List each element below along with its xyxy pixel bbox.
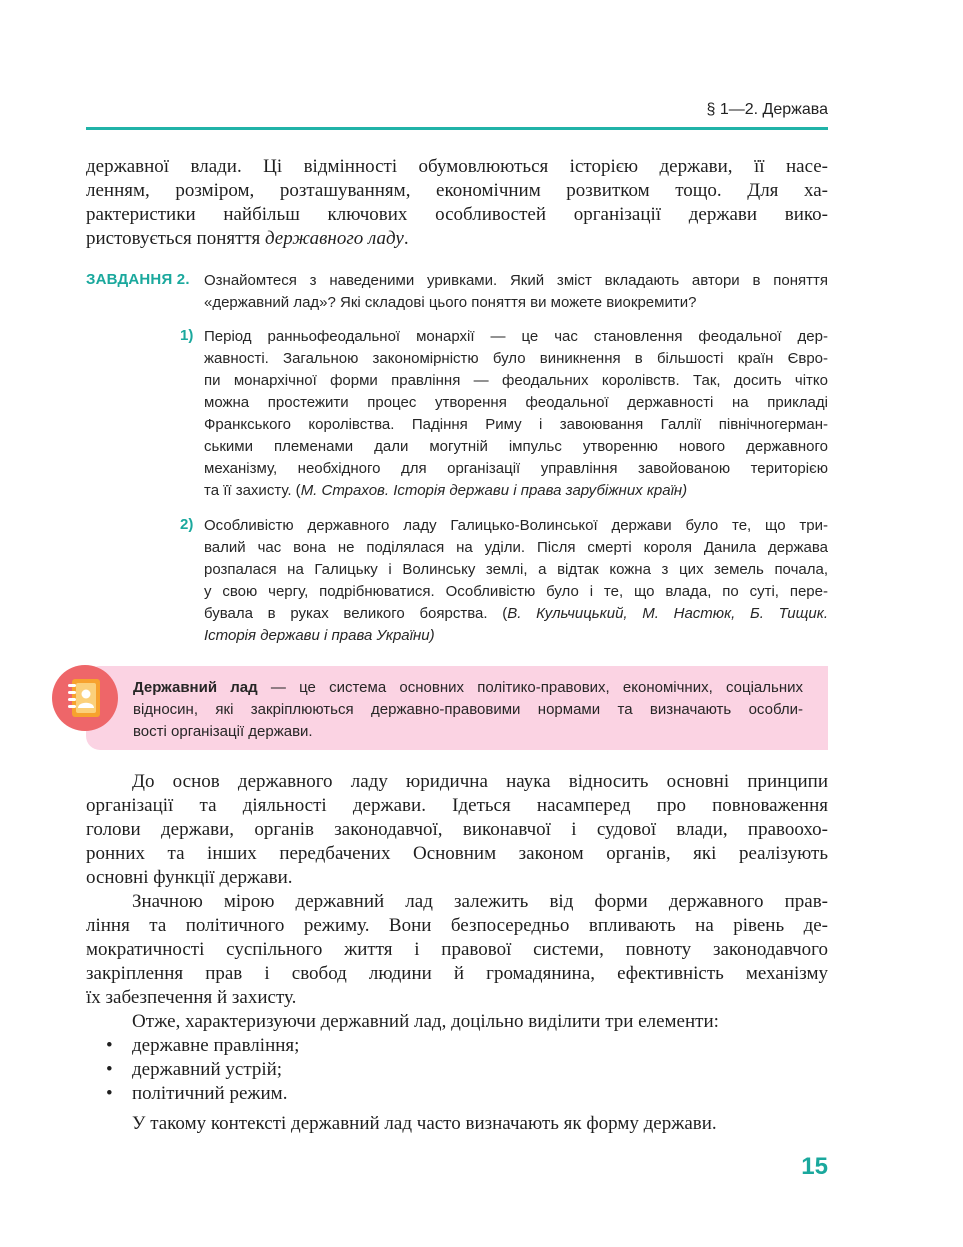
bullet-marker: • xyxy=(106,1059,113,1080)
quote-line: у свою чергу, подрібнюватися. Особливістю було і те, що влада, по суті, пере- xyxy=(204,583,828,600)
bullet-marker: • xyxy=(106,1083,113,1104)
task-line: «державний лад»? Які складові цього поняття ви можете виокремити? xyxy=(204,294,697,311)
definition-rest: — це система основних політико-правових, економічних, соціальних xyxy=(257,679,803,696)
body-paragraph-2 xyxy=(86,890,828,1010)
body-line: Отже, характеризуючи державний лад, доцільно виділити три елементи: xyxy=(132,1011,719,1032)
bullet-list xyxy=(86,1034,828,1106)
task-line: Ознайомтеся з наведеними уривками. Який зміст вкладають автори в поняття xyxy=(204,272,828,289)
intro-line xyxy=(86,227,828,251)
definition-line: вості організації держави. xyxy=(133,723,313,740)
body-paragraph-3 xyxy=(86,1010,828,1034)
quote-source: Історія держави і права України) xyxy=(204,627,435,644)
quote-line xyxy=(204,480,828,502)
intro-end: . xyxy=(403,228,409,249)
running-head: § 1—2. Держава xyxy=(706,101,828,118)
intro-line: ленням, розміром, розташуванням, економічним розвитком тощо. Для ха- xyxy=(86,180,828,201)
body-line: мократичності суспільного життя і правової системи, повноту законодавчого xyxy=(86,939,828,960)
body-line: Значною мірою державний лад залежить від форми державного прав- xyxy=(132,891,828,912)
quote-line: ськими племенами дали могутній імпульс утворенню нового державного xyxy=(204,438,828,455)
list-item xyxy=(86,1082,828,1106)
header-rule xyxy=(86,127,828,130)
body-line: До основ державного ладу юридична наука відносить основні принципи xyxy=(132,771,828,792)
quote-line: розпалася на Галицьку і Волинську землі, а відтак кожна з цих земель почала, xyxy=(204,561,828,578)
body-line: У такому контексті державний лад часто визначають як форму держави. xyxy=(132,1113,717,1134)
quote-line: Франкського королівства. Падіння Риму і завоювання Галлії північногерман- xyxy=(204,416,828,433)
body-line: їх забезпечення й захисту. xyxy=(86,987,297,1008)
quote-line: Період ранньофеодальної монархії — це час становлення феодальної дер- xyxy=(204,328,828,345)
definition-line xyxy=(133,677,803,699)
list-item-text: державний устрій; xyxy=(132,1059,283,1080)
body-paragraph-1 xyxy=(86,770,828,890)
quote-source: М. Страхов. Історія держави і права зарубіжних країн) xyxy=(300,482,688,499)
body-line: голови держави, органів законодавчої, виконавчої і судової влади, правоохо- xyxy=(86,819,828,840)
intro-paragraph xyxy=(86,155,828,251)
list-item xyxy=(86,1058,828,1082)
quote-source: В. Кульчицький, М. Настюк, Б. Тищик. xyxy=(507,605,828,622)
page-number: 15 xyxy=(801,1153,828,1180)
definition-line: відносин, які закріплюються державно-правовими нормами та визначають особли- xyxy=(133,701,803,718)
quote-line: жавності. Загальною закономірністю було виникнення в більшості країн Євро- xyxy=(204,350,828,367)
quote-text: та її захисту. ( xyxy=(204,482,301,499)
closing-paragraph xyxy=(86,1112,828,1136)
quote-1 xyxy=(204,326,828,502)
body-line: ління та політичного режиму. Вони безпосередньо впливають на рівень де- xyxy=(86,915,828,936)
list-item xyxy=(86,1034,828,1058)
task-label: ЗАВДАННЯ 2. xyxy=(86,271,190,288)
quote-line: пи монархічної форми правління — феодальних королівств. Так, досить чітко xyxy=(204,372,828,389)
body-line: організації та діяльності держави. Ідеться насамперед про повноваження xyxy=(86,795,828,816)
quote-text: бувала в руках великого боярства. ( xyxy=(204,605,508,622)
list-item-text: державне правління; xyxy=(132,1035,300,1056)
definition-text xyxy=(133,677,803,743)
quote-line: Особливістю державного ладу Галицько-Волинської держави було те, що три- xyxy=(204,517,828,534)
quote-line xyxy=(204,603,828,625)
definition-term: Державний лад xyxy=(133,679,258,696)
intro-line: рактеристики найбільш ключових особливостей організації держави вико- xyxy=(86,204,828,225)
intro-term: державного ладу xyxy=(264,228,404,249)
body-line: основні функції держави. xyxy=(86,867,293,888)
list-item-text: політичний режим. xyxy=(132,1083,288,1104)
task-text xyxy=(204,270,828,314)
quote-number: 1) xyxy=(180,327,194,344)
body-line: закріплення прав і свобод людини й громадянина, ефективність механізму xyxy=(86,963,828,984)
address-book-icon xyxy=(52,665,118,731)
quote-number: 2) xyxy=(180,516,194,533)
quote-line: валий час вона не поділялася на уділи. Після смерті короля Данила держава xyxy=(204,539,828,556)
bullet-marker: • xyxy=(106,1035,113,1056)
quote-line: механізму, необхідного для організації управління завойованою територією xyxy=(204,460,828,477)
intro-text: ристовується поняття xyxy=(86,228,265,249)
quote-2 xyxy=(204,515,828,647)
intro-line: державної влади. Ці відмінності обумовлюються історією держави, її насе- xyxy=(86,156,828,177)
body-line: ронних та інших передбачених Основним законом органів, які реалізують xyxy=(86,843,828,864)
quote-line: можна простежити процес утворення феодальної державності на прикладі xyxy=(204,394,828,411)
